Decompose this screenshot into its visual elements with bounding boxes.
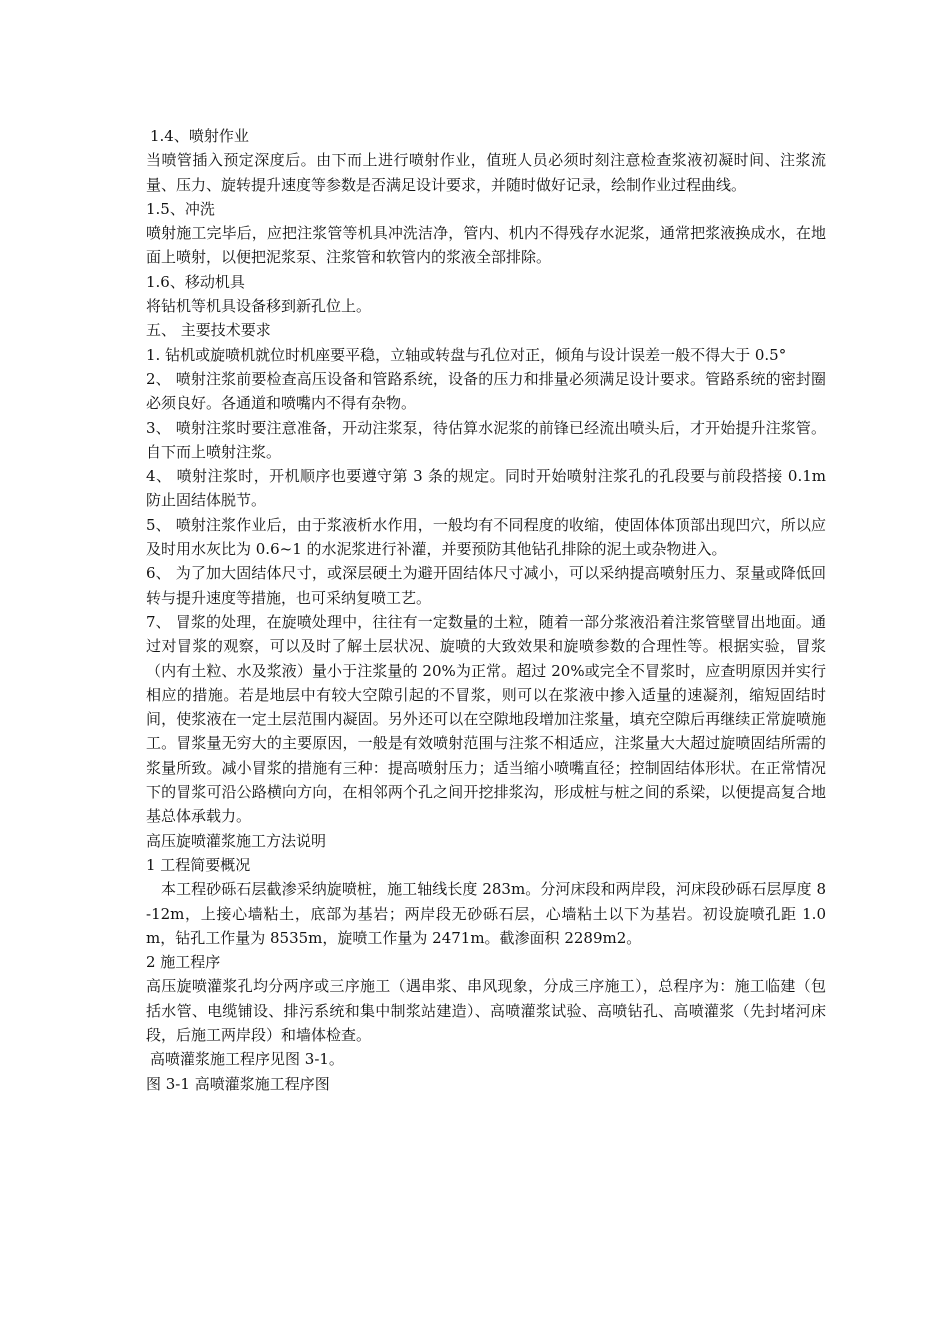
requirement-item-5: 5、 喷射注浆作业后，由于浆液析水作用，一般均有不同程度的收缩，使固体体顶部出现凹穴，所以应及时用水灰比为 0.6~1 的水泥浆进行补灌，并要预防其他钻孔排除的泥土或杂物进入。 [146,515,826,559]
paragraph-figure-reference: 高喷灌浆施工程序见图 3-1。 [150,1050,344,1069]
section-heading-project-overview: 1 工程简要概况 [146,855,251,874]
paragraph-jet-operation: 当喷管插入预定深度后。由下而上进行喷射作业，值班人员必须时刻注意检查浆液初凝时间、注浆流量、压力、旋转提升速度等参数是否满足设计要求，并随时做好记录，绘制作业过程曲线。 [146,151,826,194]
requirement-item-1: 1. 钻机或旋喷机就位时机座要平稳，立轴或转盘与孔位对正，倾角与设计误差一般不得大于 0.5° [146,345,787,364]
document-body [146,124,826,1096]
requirement-item-7: 7、 冒浆的处理，在旋喷处理中，往往有一定数量的土粒，随着一部分浆液沿着注浆管壁冒出地面。通过对冒浆的观察，可以及时了解土层状况、旋喷的大致效果和旋喷参数的合理性等。根据实验，冒浆（内有土粒、水及浆液）量小于注浆量的 20%为正常。超过 20%或完全不冒浆时，应查明原因并实行相应的措施。若是地层中有较大空隙引起的不冒浆，则可以在浆液中掺入适量的速凝剂，缩短固结时间，使浆液在一定土层范围内凝固。另外还可以在空隙地段增加注浆量，填充空隙后再继续正常旋喷施工。冒浆量无穷大的主要原因，一般是有效喷射范围与注浆不相适应，注浆量大大超过旋喷固结所需的浆量所致。减小冒浆的措施有三种：提高喷射压力；适当缩小喷嘴直径；控制固结体形状。在正常情况下的冒浆可沿公路横向方向，在相邻两个孔之间开挖排浆沟，形成桩与桩之间的系梁，以便提高复合地基总体承载力。 [146,612,826,826]
section-heading-1-4: 1.4、喷射作业 [150,127,249,145]
figure-caption: 图 3-1 高喷灌浆施工程序图 [146,1074,330,1093]
section-heading-1-5: 1.5、冲洗 [146,199,215,218]
section-heading-construction-procedure: 2 施工程序 [146,953,221,972]
document-section-title: 高压旋喷灌浆施工方法说明 [146,831,327,850]
paragraph-move-equipment: 将钻机等机具设备移到新孔位上。 [146,297,372,316]
section-heading-1-6: 1.6、移动机具 [146,272,245,291]
paragraph-flushing: 喷射施工完毕后，应把注浆管等机具冲洗洁净，管内、机内不得残存水泥浆，通常把浆液换成水，在地面上喷射，以便把泥浆泵、注浆管和软管内的浆液全部排除。 [146,224,826,267]
section-heading-5: 五、 主要技术要求 [146,321,271,340]
requirement-item-3: 3、 喷射注浆时要注意准备，开动注浆泵，待估算水泥浆的前锋已经流出喷头后，才开始提升注浆管。自下而上喷射注浆。 [146,418,826,461]
requirement-item-6: 6、 为了加大固结体尺寸，或深层硬土为避开固结体尺寸减小，可以采纳提高喷射压力、泵量或降低回转与提升速度等措施，也可采纳复喷工艺。 [146,564,826,607]
requirement-item-4: 4、 喷射注浆时，开机顺序也要遵守第 3 条的规定。同时开始喷射注浆孔的孔段要与前段搭接 0.1m 防止固结体脱节。 [146,467,826,510]
paragraph-project-overview: 本工程砂砾石层截渗采纳旋喷桩，施工轴线长度 283m。分河床段和两岸段，河床段砂砾石层厚度 8-12m，上接心墙粘土，底部为基岩；两岸段无砂砾石层，心墙粘土以下为基岩。初设旋喷孔距 1.0m，钻孔工作量为 8535m，旋喷工作量为 2471m。截渗面积 2289m2。 [146,880,826,947]
paragraph-construction-procedure: 高压旋喷灌浆孔均分两序或三序施工（遇串浆、串风现象，分成三序施工），总程序为：施工临建（包括水管、电缆铺设、排污系统和集中制浆站建造）、高喷灌浆试验、高喷钻孔、高喷灌浆（先封堵河床段，后施工两岸段）和墙体检查。 [146,977,826,1044]
requirement-item-2: 2、 喷射注浆前要检查高压设备和管路系统，设备的压力和排量必须满足设计要求。管路系统的密封圈必须良好。各通道和喷嘴内不得有杂物。 [146,369,826,413]
